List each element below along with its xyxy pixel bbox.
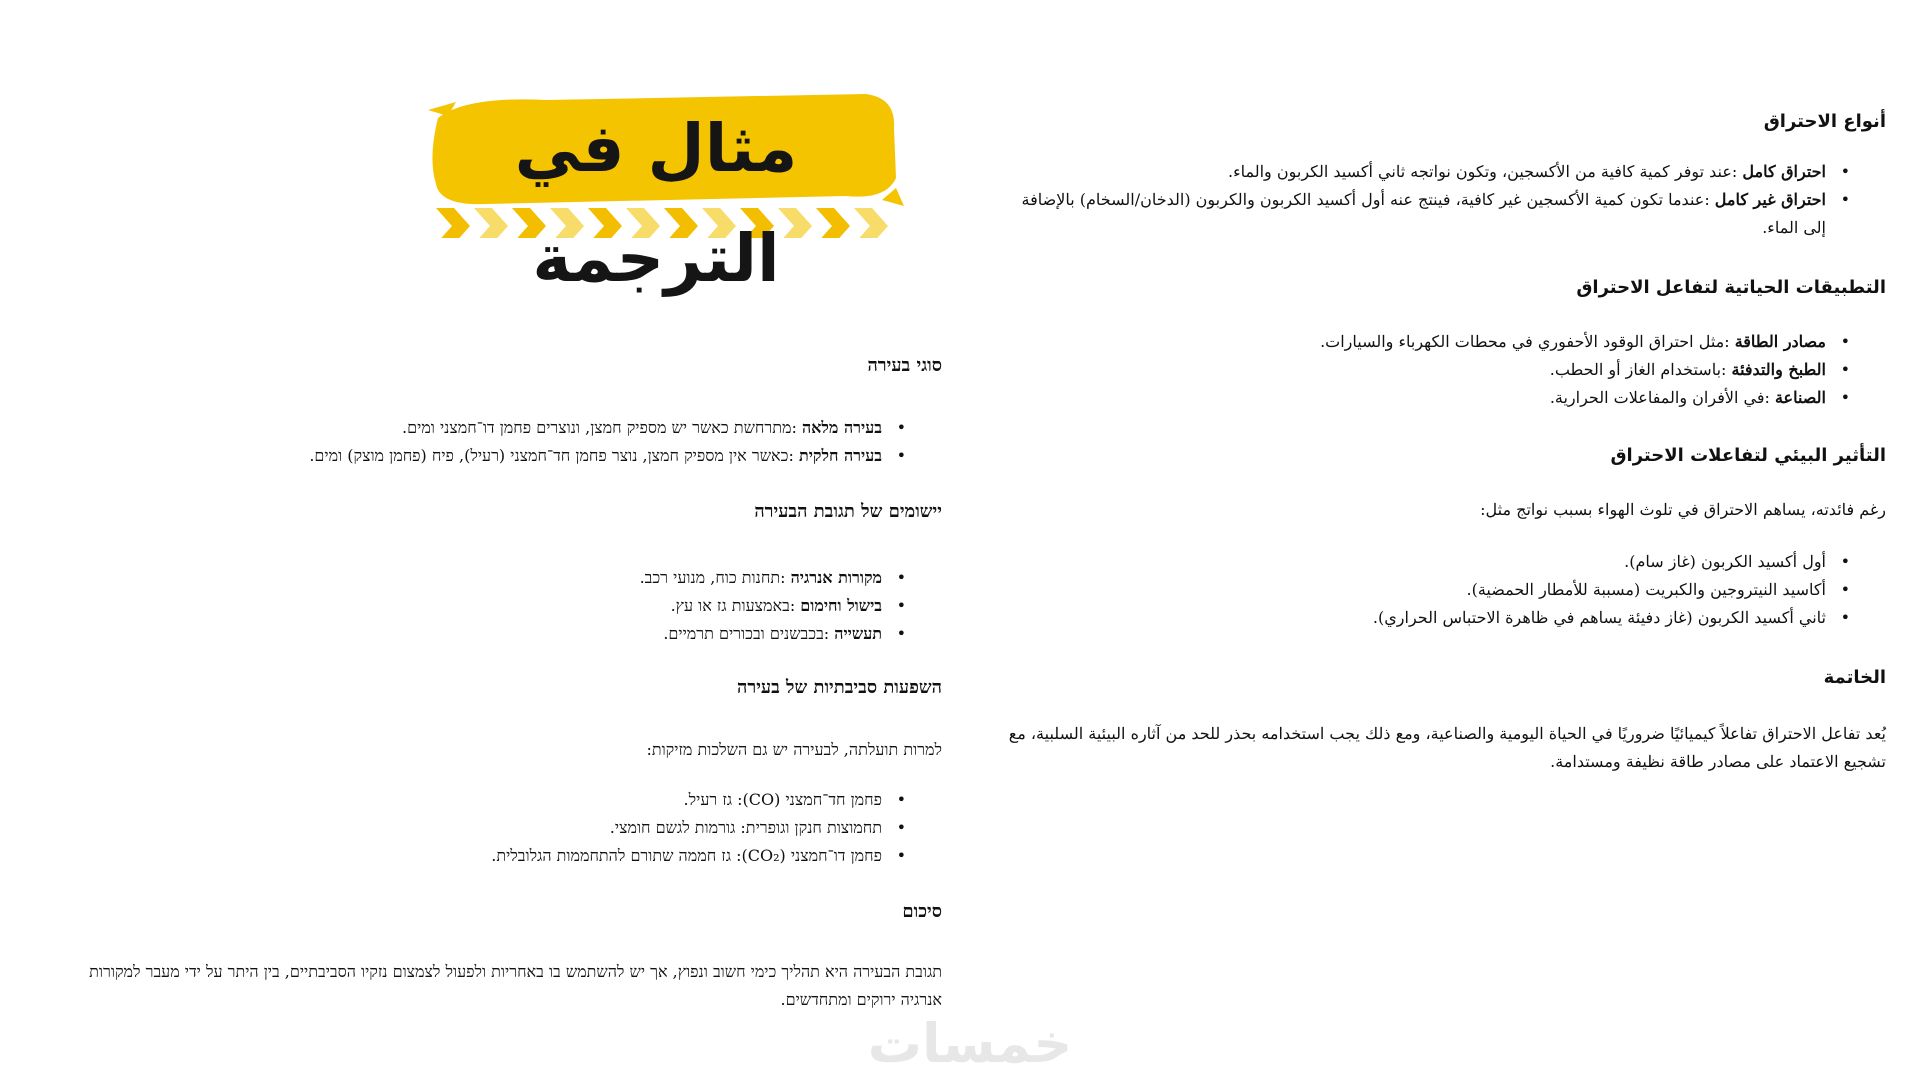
applications-list — [1006, 328, 1886, 412]
item-text: :عند توفر كمية كافية من الأكسجين، وتكون نواتجه ثاني أكسيد الكربون والماء. — [1228, 162, 1743, 181]
list-item — [62, 564, 942, 592]
item-text: :בכבשנים ובכורים תרמיים. — [663, 624, 835, 643]
section-heading-applications: التطبيقات الحياتية لتفاعل الاحتراق — [1576, 277, 1886, 298]
item-text: :في الأفران والمفاعلات الحرارية. — [1549, 388, 1775, 407]
list-item — [1006, 186, 1886, 242]
combustion-types-list — [62, 414, 942, 470]
section-heading-environmental-impact: השפעות סביבתיות של בעירה — [737, 677, 942, 698]
list-item — [1006, 158, 1886, 186]
section-heading-applications: יישומים של תגובת הבעירה — [754, 501, 942, 522]
item-term: תעשייה — [834, 624, 882, 643]
section-heading-conclusion: סיכום — [902, 901, 942, 922]
applications-list — [62, 564, 942, 648]
item-text: :باستخدام الغاز أو الحطب. — [1549, 360, 1732, 379]
list-item — [1006, 384, 1886, 412]
pollutants-list — [1006, 548, 1886, 632]
item-text: :באמצעות גז או עץ. — [670, 596, 801, 615]
item-term: احتراق كامل — [1742, 162, 1826, 181]
banner-title: مثال في الترجمة — [514, 110, 798, 297]
list-item — [62, 442, 942, 470]
section-heading-conclusion: الخاتمة — [1823, 667, 1886, 688]
list-item: • פחמן חד־חמצני (CO): גז רעיל. — [62, 786, 942, 814]
pollutants-list — [62, 786, 942, 870]
item-text: :תחנות כוח, מנועי רכב. — [639, 568, 791, 587]
item-text: :מתרחשת כאשר יש מספיק חמצן, ונוצרים פחמן דו־חמצני ומים. — [402, 418, 802, 437]
item-text: :כאשר אין מספיק חמצן, נוצר פחמן חד־חמצני (רעיל), פיח (פחמן מוצק) ומים. — [309, 446, 799, 465]
hebrew-column — [62, 352, 942, 1014]
combustion-types-list — [1006, 158, 1886, 242]
list-item: • ثاني أكسيد الكربون (غاز دفيئة يساهم في ظاهرة الاحتباس الحراري). — [1006, 604, 1886, 632]
section-intro: رغم فائدته، يساهم الاحتراق في تلوث الهواء بسبب نواتج مثل: — [1480, 500, 1886, 519]
list-item — [62, 592, 942, 620]
item-term: الصناعة — [1774, 388, 1826, 407]
section-heading-environmental-impact: التأثير البيئي لتفاعلات الاحتراق — [1610, 445, 1886, 466]
section-intro: למרות תועלתה, לבעירה יש גם השלכות מזיקות: — [646, 740, 942, 759]
section-heading-combustion-types: סוגי בעירה — [867, 355, 942, 376]
list-item: • תחמוצות חנקן וגופרית: גורמות לגשם חומצי. — [62, 814, 942, 842]
item-term: مصادر الطاقة — [1734, 332, 1826, 351]
section-heading-combustion-types: أنواع الاحتراق — [1763, 111, 1886, 132]
list-item: • أول أكسيد الكربون (غاز سام). — [1006, 548, 1886, 576]
list-item — [1006, 328, 1886, 356]
item-term: احتراق غير كامل — [1714, 190, 1826, 209]
item-term: בישול וחימום — [800, 596, 882, 615]
conclusion-text: תגובת הבעירה היא תהליך כימי חשוב ונפוץ, אך יש להשתמש בו באחריות ולפעול לצמצום נזקיו הסביבתיים, בין היתר על ידי מעבר למקורות אנרגיה ירוקים ומתחדשים. — [89, 962, 942, 1009]
list-item: • פחמן דו־חמצני (CO₂): גז חממה שתורם להתחממות הגלובלית. — [62, 842, 942, 870]
list-item — [1006, 356, 1886, 384]
conclusion-text: يُعد تفاعل الاحتراق تفاعلاً كيميائيًا ضروريًا في الحياة اليومية والصناعية، ومع ذلك يجب استخدامه بحذر للحد من آثاره البيئية السلبية، مع تشجيع الاعتماد على مصادر طاقة نظيفة ومستدامة. — [1008, 724, 1886, 771]
arabic-column — [1006, 108, 1886, 776]
list-item — [62, 620, 942, 648]
item-term: מקורות אנרגיה — [790, 568, 882, 587]
item-term: الطبخ والتدفئة — [1731, 360, 1826, 379]
list-item — [62, 414, 942, 442]
item-text: :عندما تكون كمية الأكسجين غير كافية، فينتج عنه أول أكسيد الكربون والكربون (الدخان/السخام) بالإضافة إلى الماء. — [1021, 190, 1826, 237]
item-term: בעירה חלקית — [798, 446, 882, 465]
list-item: • أكاسيد النيتروجين والكبريت (مسببة للأمطار الحمضية). — [1006, 576, 1886, 604]
item-term: בעירה מלאה — [801, 418, 882, 437]
item-text: :مثل احتراق الوقود الأحفوري في محطات الكهرباء والسيارات. — [1320, 332, 1735, 351]
watermark-logo: خمسات — [867, 1012, 1073, 1075]
title-banner — [426, 88, 906, 297]
